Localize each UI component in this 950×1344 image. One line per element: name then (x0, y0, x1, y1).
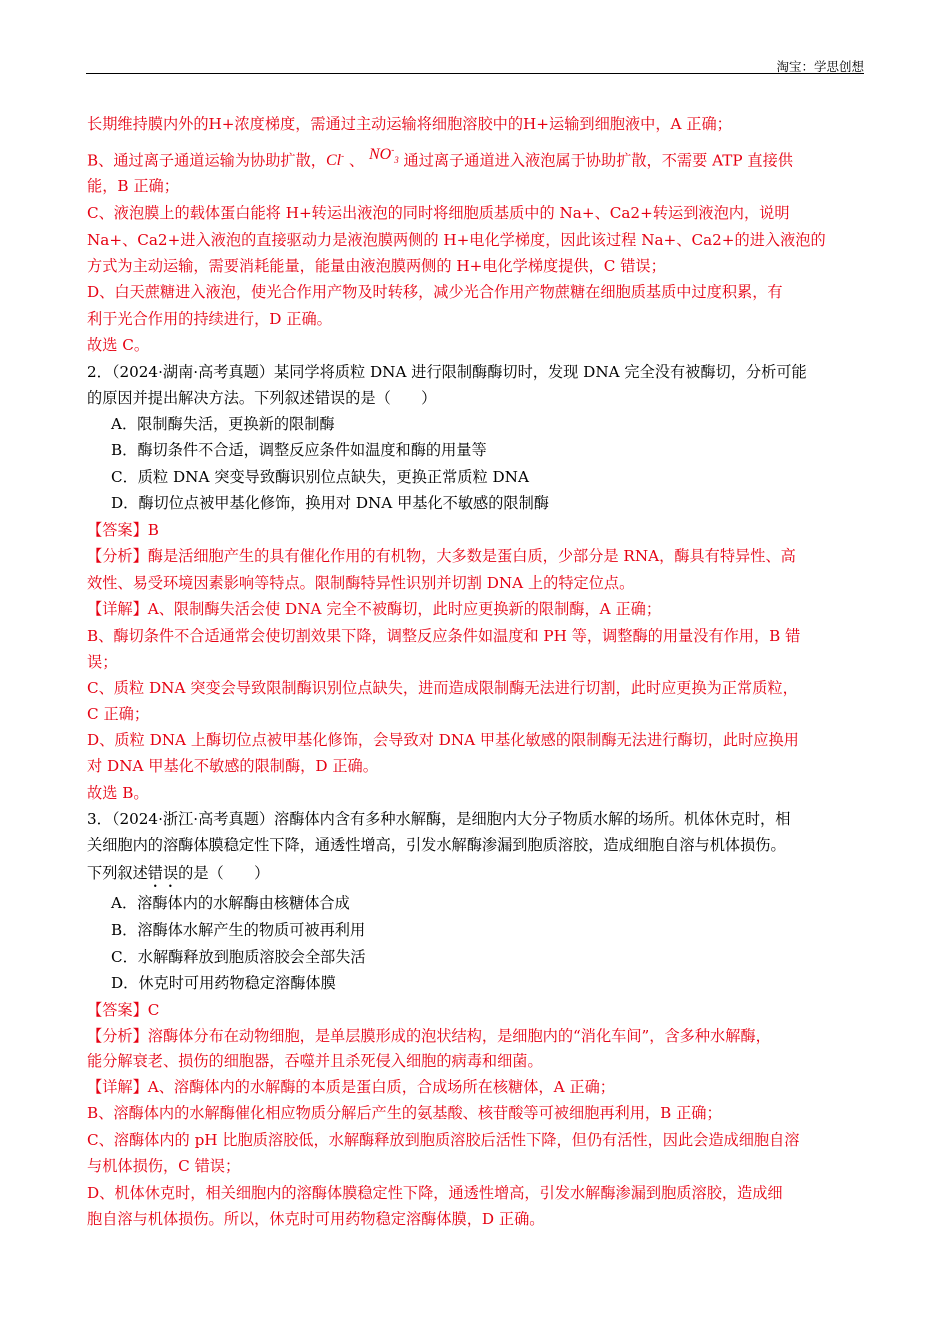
explanation: C、溶酶体内的 pH 比胞质溶胶低，水解酶释放到胞质溶胶后活性下降，但仍有活性，因此会造成细胞自溶 (87, 1131, 800, 1149)
analysis: 【分析】溶酶体分布在动物细胞，是单层膜形成的泡状结构，是细胞内的“消化车间”，含多种水解酶， (87, 1027, 771, 1045)
text-line: Na+、Ca2+进入液泡的直接驱动力是液泡膜两侧的 H+电化学梯度，因此该过程 Na+、Ca2+的进入液泡的 (87, 231, 826, 249)
header-rule (86, 73, 864, 74)
text-line: C、液泡膜上的载体蛋白能将 H+转运出液泡的同时将细胞质基质中的 Na+、Ca2+转运到液泡内，说明 (87, 204, 790, 222)
explanation: 胞自溶与机体损伤。所以，休克时可用药物稳定溶酶体膜，D 正确。 (87, 1210, 545, 1228)
explanation: D、机体休克时，相关细胞内的溶酶体膜稳定性下降，通透性增高，引发水解酶渗漏到胞质溶胶，造成细 (87, 1184, 783, 1202)
text-line: 能，B 正确； (87, 177, 179, 195)
text-line: 长期维持膜内外的H+浓度梯度，需通过主动运输将细胞溶胶中的H+运输到细胞液中，A 正确； (87, 115, 732, 133)
option-b: B．酶切条件不合适，调整反应条件如温度和酶的用量等 (111, 441, 487, 459)
explanation: 误； (87, 653, 118, 671)
question-2-stem: 的原因并提出解决方法。下列叙述错误的是（ ） (87, 389, 437, 407)
text-line (87, 146, 793, 177)
conclusion: 故选 B。 (87, 784, 149, 802)
text-span: 的是（ ） (178, 864, 270, 882)
text-span: B、通过离子通道运输为协助扩散， (87, 151, 326, 170)
text-line: 方式为主动运输，需要消耗能量，能量由液泡膜两侧的 H+电化学梯度提供，C 错误； (87, 257, 666, 275)
text-span: 通过离子通道进入液泡属于协助扩散，不需要 ATP 直接供 (403, 151, 793, 170)
question-2-stem: 2．（2024·湖南·高考真题）某同学将质粒 DNA 进行限制酶酶切时，发现 DNA 完全没有被酶切，分析可能 (87, 363, 807, 381)
option-c: C．质粒 DNA 突变导致酶识别位点缺失，更换正常质粒 DNA (111, 468, 529, 486)
question-3-stem (87, 863, 269, 891)
text-span: 下列叙述 (87, 864, 148, 882)
analysis: 【分析】酶是活细胞产生的具有催化作用的有机物，大多数是蛋白质，少部分是 RNA，酶具有特异性、高 (87, 547, 796, 565)
formula-charge: - (341, 151, 345, 161)
explanation: B、溶酶体内的水解酶催化相应物质分解后产生的氨基酸、核苷酸等可被细胞再利用，B 正确； (87, 1104, 722, 1122)
explanation: 【详解】A、限制酶失活会使 DNA 完全不被酶切，此时应更换新的限制酶，A 正确； (87, 600, 662, 618)
formula-no3 (368, 145, 399, 166)
answer: 【答案】B (87, 521, 159, 539)
question-3-stem: 3．（2024·浙江·高考真题）溶酶体内含有多种水解酶，是细胞内大分子物质水解的场所。机体休克时，相 (87, 810, 791, 828)
text-line: D、白天蔗糖进入液泡，使光合作用产物及时转移，减少光合作用产物蔗糖在细胞质基质中过度积累，有 (87, 283, 783, 301)
question-3-stem: 关细胞内的溶酶体膜稳定性下降，通透性增高，引发水解酶渗漏到胞质溶胶，造成细胞自溶与机体损伤。 (87, 836, 786, 854)
text-span: 、 (348, 151, 365, 170)
explanation: 与机体损伤，C 错误； (87, 1157, 241, 1175)
formula-subscript: 3 (394, 155, 399, 166)
formula-text: NO (368, 146, 392, 164)
explanation: 对 DNA 甲基化不敏感的限制酶，D 正确。 (87, 757, 378, 775)
formula-charge: - (391, 145, 395, 155)
explanation: C 正确； (87, 705, 150, 723)
option-d: D．休克时可用药物稳定溶酶体膜 (111, 974, 336, 992)
header-brand: 淘宝：学思创想 (776, 59, 864, 74)
analysis: 效性、易受环境因素影响等特点。限制酶特异性识别并切割 DNA 上的特定位点。 (87, 574, 635, 592)
option-c: C．水解酶释放到胞质溶胶会全部失活 (111, 948, 366, 966)
answer: 【答案】C (87, 1001, 160, 1019)
option-a: A．限制酶失活，更换新的限制酶 (111, 415, 335, 433)
formula-cl (326, 152, 344, 169)
explanation: B、酶切条件不合适通常会使切割效果下降，调整反应条件如温度和 PH 等，调整酶的用量没有作用，B 错 (87, 627, 801, 645)
explanation: 【详解】A、溶酶体内的水解酶的本质是蛋白质，合成场所在核糖体，A 正确； (87, 1078, 615, 1096)
analysis: 能分解衰老、损伤的细胞器，吞噬并且杀死侵入细胞的病毒和细菌。 (87, 1052, 543, 1070)
option-a: A．溶酶体内的水解酶由核糖体合成 (111, 894, 350, 912)
option-b: B．溶酶体水解产生的物质可被再利用 (111, 921, 366, 939)
emphasis-text: 错误 (147, 864, 179, 882)
formula-text: Cl (325, 152, 342, 170)
option-d: D．酶切位点被甲基化修饰，换用对 DNA 甲基化不敏感的限制酶 (111, 494, 549, 512)
explanation: D、质粒 DNA 上酶切位点被甲基化修饰，会导致对 DNA 甲基化敏感的限制酶无法进行酶切，此时应换用 (87, 731, 799, 749)
text-line: 利于光合作用的持续进行，D 正确。 (87, 310, 332, 328)
explanation: C、质粒 DNA 突变会导致限制酶识别位点缺失，进而造成限制酶无法进行切割，此时应更换为正常质粒， (87, 679, 798, 697)
text-line: 故选 C。 (87, 336, 150, 354)
